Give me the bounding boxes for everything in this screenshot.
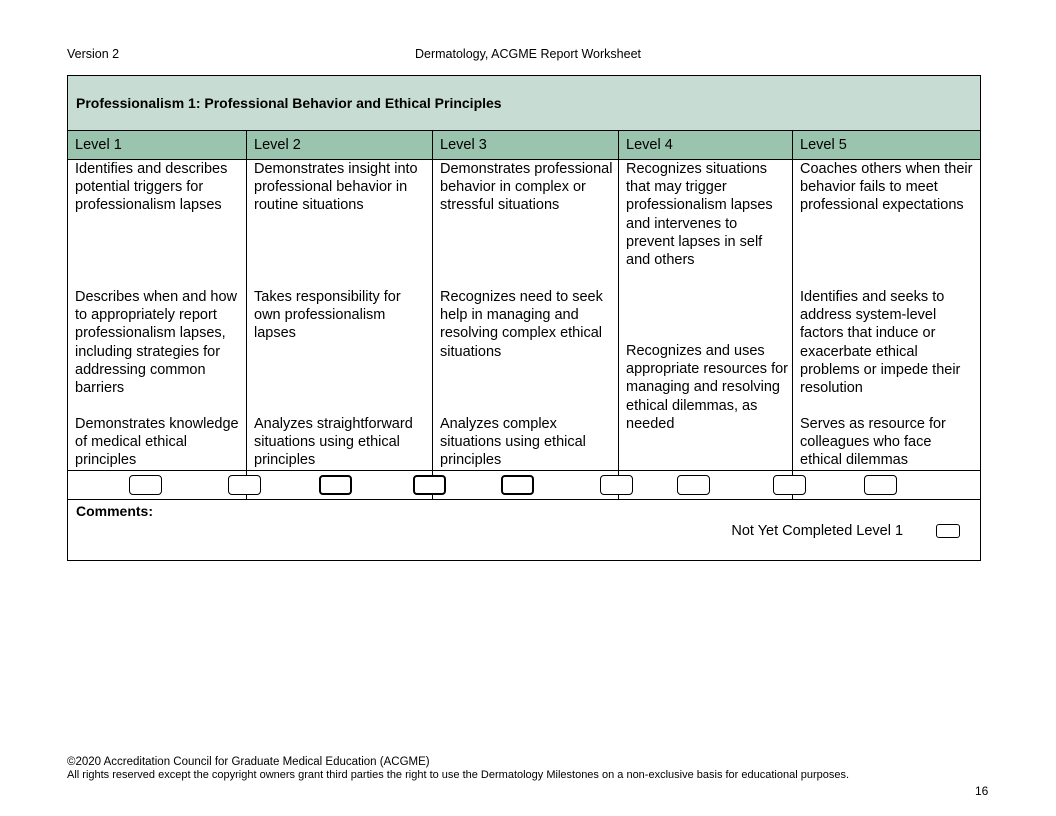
milestone-text: Demonstrates professional behavior in complex or stressful situations — [440, 161, 613, 214]
worksheet-title: Dermatology, ACGME Report Worksheet — [414, 47, 641, 61]
milestone-text: Recognizes and uses appropriate resources for managing and resolving ethical dilemmas, as needed — [626, 343, 788, 432]
milestone-text: Coaches others when their behavior fails to meet professional expectations — [800, 161, 973, 214]
milestone-text: Demonstrates knowledge of medical ethical principles — [75, 416, 239, 469]
rights-notice: All rights reserved except the copyright owners grant third parties the right to use the Dermatology Milestones on a non-exclusive basis for educational purposes. — [67, 769, 850, 781]
rating-checkbox-level-4-5[interactable] — [773, 475, 806, 495]
milestone-text: Identifies and seeks to address system-level factors that induce or exacerbate ethical problems or impede their resolution — [800, 289, 961, 397]
comments-label: Comments: — [76, 503, 154, 519]
milestone-text: Identifies and describes potential triggers for professionalism lapses — [75, 161, 228, 214]
milestone-text: Analyzes straightforward situations using ethical principles — [254, 416, 413, 469]
not-yet-completed-label: Not Yet Completed Level 1 — [731, 523, 904, 539]
milestone-table — [67, 75, 980, 561]
level-1-content — [68, 160, 247, 471]
milestone-text: Serves as resource for colleagues who face ethical dilemmas — [800, 416, 946, 469]
rating-checkbox-level-3-4[interactable] — [600, 475, 633, 495]
level-4-content — [619, 160, 793, 471]
level-2-header: Level 2 — [247, 131, 433, 160]
rating-checkbox-level-5[interactable] — [864, 475, 897, 495]
comments-area[interactable] — [68, 500, 981, 561]
level-3-content — [433, 160, 619, 471]
level-4-header: Level 4 — [619, 131, 793, 160]
rating-checkbox-level-1[interactable] — [129, 475, 162, 495]
level-2-content — [247, 160, 433, 471]
level-5-header: Level 5 — [793, 131, 981, 160]
rating-checkbox-level-2-3[interactable] — [413, 475, 446, 495]
level-1-header: Level 1 — [68, 131, 247, 160]
rating-cell-level-3 — [433, 471, 619, 500]
version-label: Version 2 — [67, 47, 120, 61]
milestone-text: Analyzes complex situations using ethical principles — [440, 416, 586, 469]
rating-cell-level-1 — [68, 471, 247, 500]
rating-cell-level-4 — [619, 471, 793, 500]
rating-checkbox-level-4[interactable] — [677, 475, 710, 495]
not-yet-completed-checkbox[interactable] — [936, 524, 960, 538]
milestone-text: Describes when and how to appropriately report professionalism lapses, including strategies for addressing common barriers — [75, 289, 238, 397]
level-5-content — [793, 160, 981, 471]
milestone-text: Recognizes situations that may trigger professionalism lapses and intervenes to prevent lapses in self and others — [626, 161, 773, 269]
rating-checkbox-level-1-2[interactable] — [228, 475, 261, 495]
milestone-text: Takes responsibility for own professionalism lapses — [254, 289, 401, 342]
section-title: Professionalism 1: Professional Behavior and Ethical Principles — [68, 76, 981, 131]
level-3-header: Level 3 — [433, 131, 619, 160]
copyright-notice: ©2020 Accreditation Council for Graduate Medical Education (ACGME) — [67, 756, 430, 768]
milestone-text: Demonstrates insight into professional behavior in routine situations — [254, 161, 418, 214]
milestone-text: Recognizes need to seek help in managing and resolving complex ethical situations — [440, 289, 603, 360]
rating-checkbox-level-3[interactable] — [501, 475, 534, 495]
rating-cell-level-5 — [793, 471, 981, 500]
rating-checkbox-level-2[interactable] — [319, 475, 352, 495]
rating-cell-level-2 — [247, 471, 433, 500]
page-number: 16 — [975, 784, 989, 798]
